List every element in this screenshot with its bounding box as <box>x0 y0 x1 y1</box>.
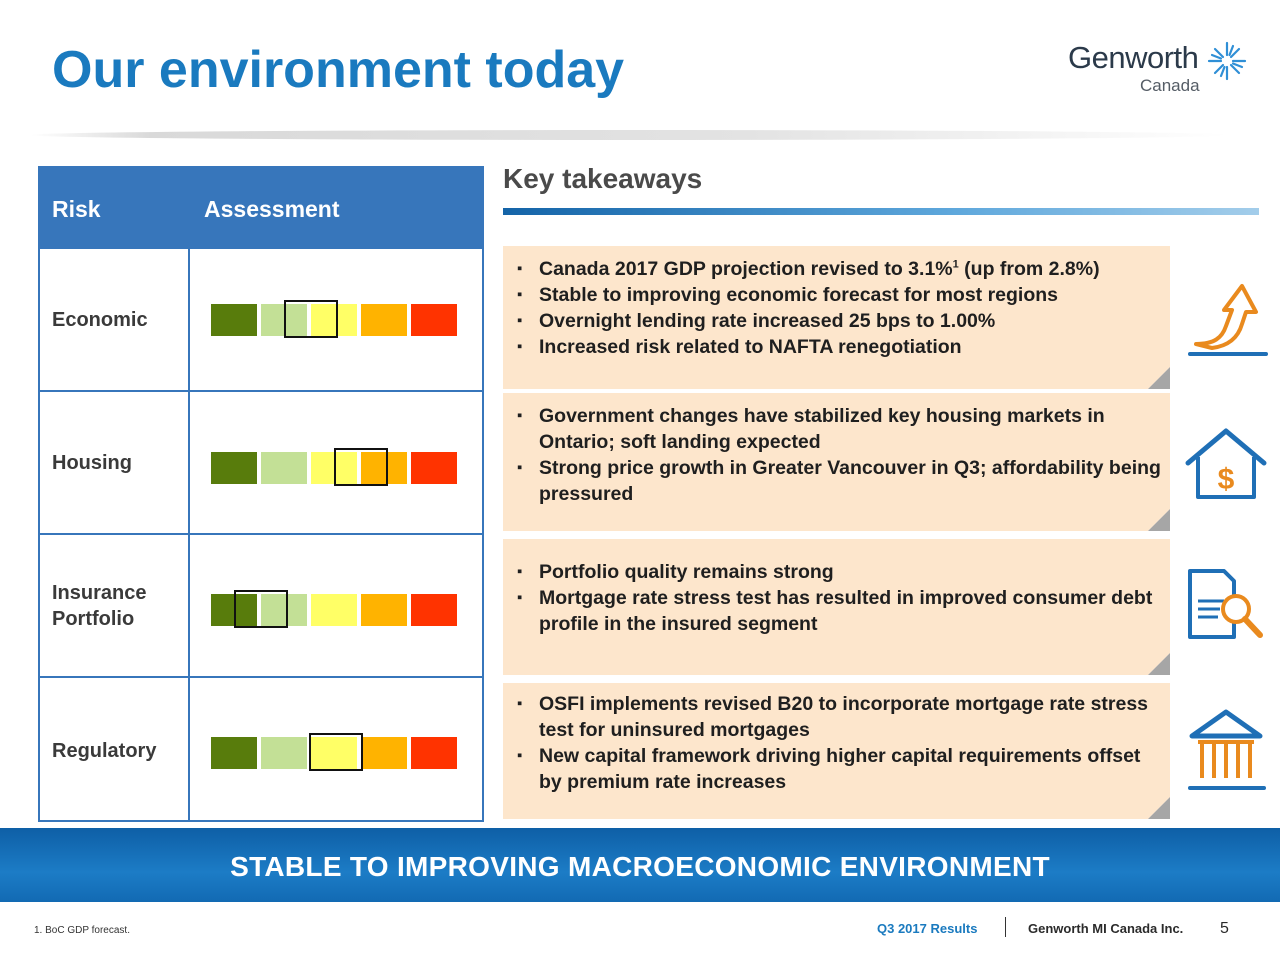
risk-row-housing <box>38 392 484 533</box>
logo-sub: Canada <box>1140 76 1200 95</box>
risk-label: Regulatory <box>52 740 157 762</box>
header-assessment: Assessment <box>190 166 484 249</box>
risk-label: Insurance Portfolio <box>52 582 147 630</box>
footer-company: Genworth MI Canada Inc. <box>1028 921 1184 936</box>
assessment-marker <box>284 300 338 338</box>
takeaway-card-economic <box>503 246 1170 389</box>
table-left-border <box>38 249 40 822</box>
takeaways-underline <box>503 208 1259 215</box>
footer-separator <box>1005 917 1006 937</box>
table-right-border <box>482 249 484 822</box>
header-risk: Risk <box>38 166 188 249</box>
conclusion-banner: STABLE TO IMPROVING MACROECONOMIC ENVIRONMENT <box>0 828 1280 902</box>
scale-segment <box>411 594 457 626</box>
card-fold-shadow <box>1148 653 1170 675</box>
scale-segment <box>311 594 357 626</box>
bullet-item: ▪ Canada 2017 GDP projection revised to 3.1%$^1$ (up from 2.8%) <box>515 256 1163 282</box>
bullet-item: ▪ Government changes have stabilized key housing markets in Ontario; soft landing expected <box>515 403 1163 455</box>
bank-building-icon <box>1184 708 1270 794</box>
bullet-item: ▪ Stable to improving economic forecast for most regions <box>515 282 1163 308</box>
bullet-item: ▪ Portfolio quality remains strong <box>515 559 1163 585</box>
takeaway-card-insurance-portfolio <box>503 539 1170 675</box>
svg-text:$: $ <box>1217 463 1235 496</box>
scale-segment <box>411 737 457 769</box>
document-search-icon <box>1184 565 1270 651</box>
risk-row-regulatory <box>38 678 484 819</box>
bullet-item: ▪ OSFI implements revised B20 to incorporate mortgage rate stress test for uninsured mortgages <box>515 691 1163 743</box>
risk-label: Economic <box>52 309 148 331</box>
bullet-item: ▪ Overnight lending rate increased 25 bps to 1.00% <box>515 308 1163 334</box>
company-logo <box>1068 40 1248 96</box>
scale-segment <box>211 737 257 769</box>
assessment-scale <box>211 594 461 626</box>
footer-results-label: Q3 2017 Results <box>877 921 978 936</box>
takeaways-title: Key takeaways <box>503 163 703 194</box>
takeaway-card-housing <box>503 393 1170 531</box>
scale-segment <box>261 737 307 769</box>
risk-row-insurance-portfolio <box>38 535 484 676</box>
assessment-marker <box>309 733 363 771</box>
assessment-scale <box>211 452 461 484</box>
scale-segment <box>361 737 407 769</box>
risk-row-economic <box>38 249 484 390</box>
growth-arrow-icon <box>1184 280 1270 366</box>
bullet-item: ▪ Strong price growth in Greater Vancouver in Q3; affordability being pressured <box>515 455 1163 507</box>
assessment-marker <box>234 590 288 628</box>
sunburst-logo-icon <box>1206 40 1248 82</box>
card-fold-shadow <box>1148 797 1170 819</box>
risk-label: Housing <box>52 452 132 474</box>
scale-segment <box>211 452 257 484</box>
scale-segment <box>361 594 407 626</box>
assessment-scale <box>211 304 461 336</box>
risk-assessment-table <box>38 166 484 822</box>
title-divider <box>30 130 1230 140</box>
bullet-item: ▪ Mortgage rate stress test has resulted in improved consumer debt profile in the insured segment <box>515 585 1163 637</box>
table-bottom-border <box>38 820 484 822</box>
scale-segment <box>411 452 457 484</box>
scale-segment <box>411 304 457 336</box>
assessment-marker <box>334 448 388 486</box>
card-fold-shadow <box>1148 509 1170 531</box>
takeaway-card-regulatory <box>503 683 1170 819</box>
house-dollar-icon <box>1184 425 1270 511</box>
scale-segment <box>261 452 307 484</box>
table-column-divider <box>188 166 190 822</box>
footnote: 1. BoC GDP forecast. <box>34 925 130 936</box>
scale-segment <box>361 304 407 336</box>
page-number: 5 <box>1220 920 1229 937</box>
assessment-scale <box>211 737 461 769</box>
bullet-item: ▪ New capital framework driving higher capital requirements offset by premium rate increases <box>515 743 1163 795</box>
card-fold-shadow <box>1148 367 1170 389</box>
scale-segment <box>211 304 257 336</box>
page-title: Our environment today <box>52 41 625 99</box>
logo-brand: Genworth <box>1068 40 1199 75</box>
bullet-item: ▪ Increased risk related to NAFTA renegotiation <box>515 334 1163 360</box>
